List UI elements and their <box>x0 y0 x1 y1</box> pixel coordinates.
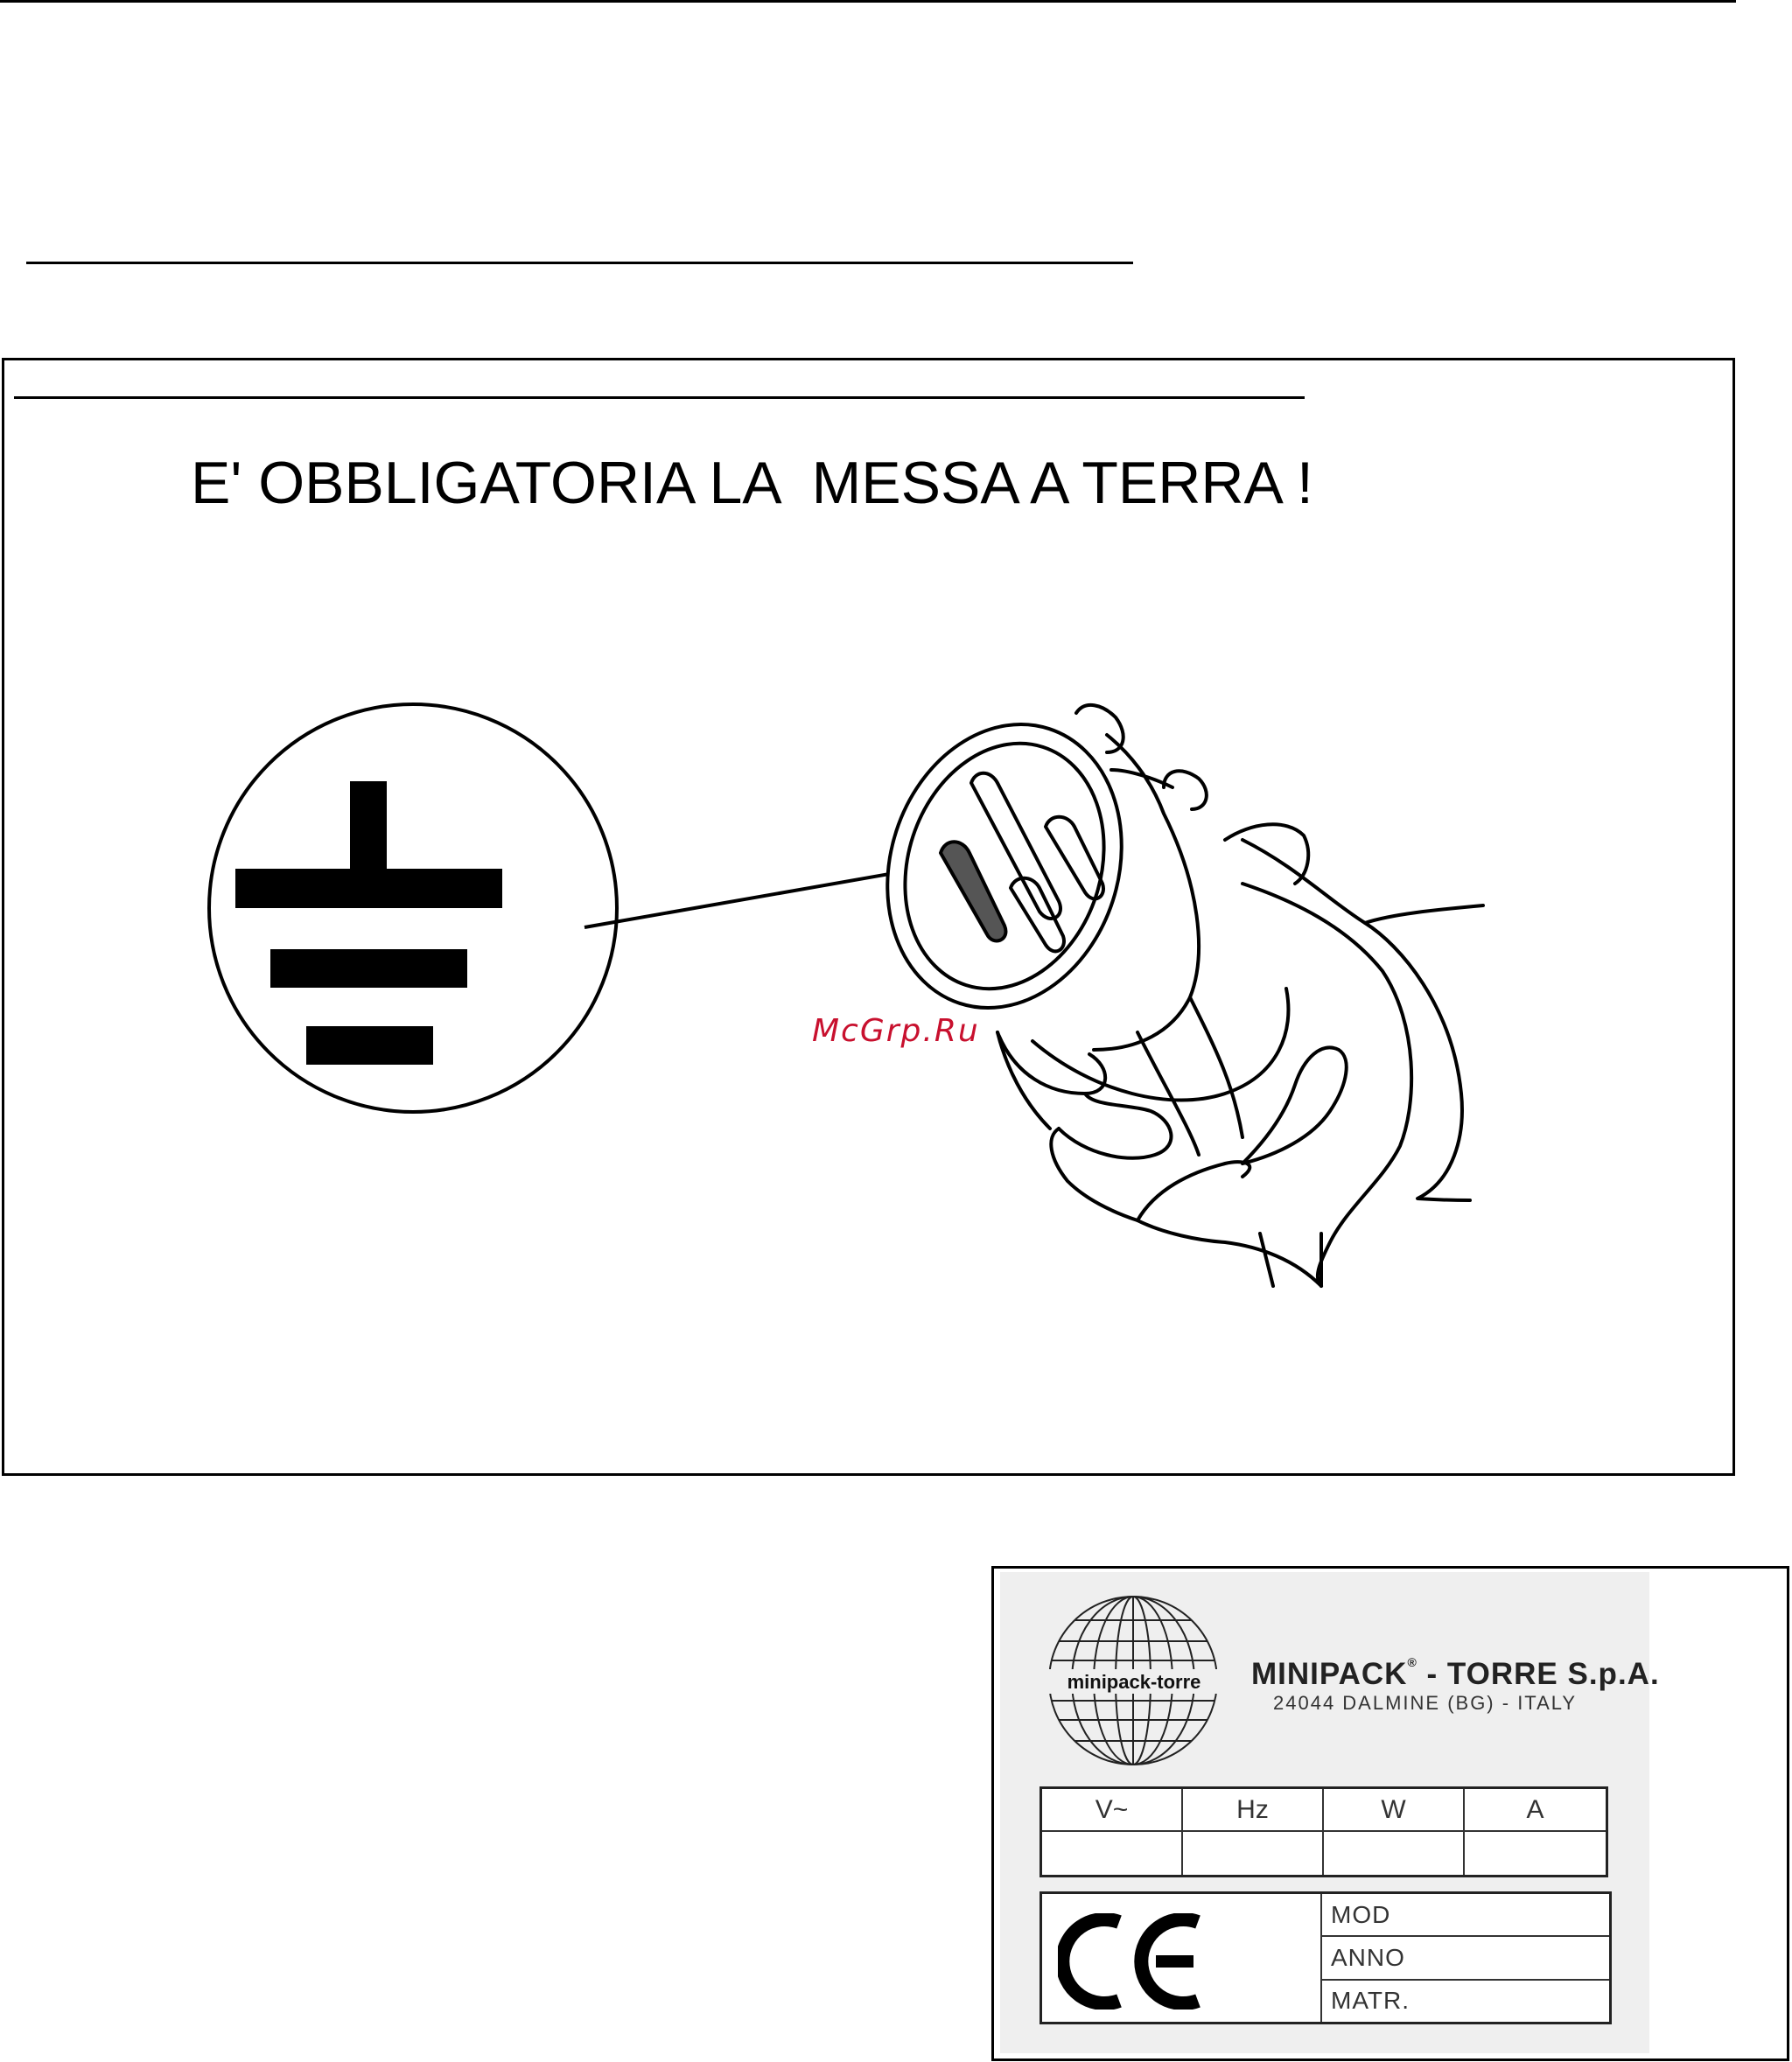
registered-mark: ® <box>1407 1655 1418 1669</box>
spec-value-power <box>1324 1832 1465 1875</box>
spec-header-power: W <box>1324 1789 1465 1832</box>
specs-table <box>1040 1786 1608 1877</box>
logo-text: minipack-torre <box>1067 1671 1201 1693</box>
certification-table <box>1040 1891 1612 2024</box>
plug-in-hand-icon <box>851 694 1483 1286</box>
spec-value-current <box>1465 1832 1606 1875</box>
ce-mark-icon <box>1058 1913 1215 2010</box>
field-serial: MATR. <box>1331 1987 1410 2015</box>
globe-logo-icon <box>1041 1590 1229 1774</box>
spec-header-frequency: Hz <box>1183 1789 1324 1832</box>
field-year: ANNO <box>1322 1937 1609 1980</box>
company-name: MINIPACK® - TORRE S.p.A. <box>1251 1655 1660 1691</box>
cert-fields <box>1320 1894 1609 2022</box>
warning-heading: E' OBBLIGATORIA LA MESSA A TERRA ! <box>191 450 1313 516</box>
watermark: McGrp.Ru <box>812 1013 980 1049</box>
company-address: 24044 DALMINE (BG) - ITALY <box>1273 1692 1578 1714</box>
spec-header-voltage: V~ <box>1042 1789 1183 1832</box>
field-model: MOD <box>1322 1894 1609 1937</box>
spec-value-voltage <box>1042 1832 1183 1875</box>
ground-symbol-icon <box>209 704 617 1112</box>
spec-value-frequency <box>1183 1832 1324 1875</box>
spec-header-current: A <box>1465 1789 1606 1832</box>
